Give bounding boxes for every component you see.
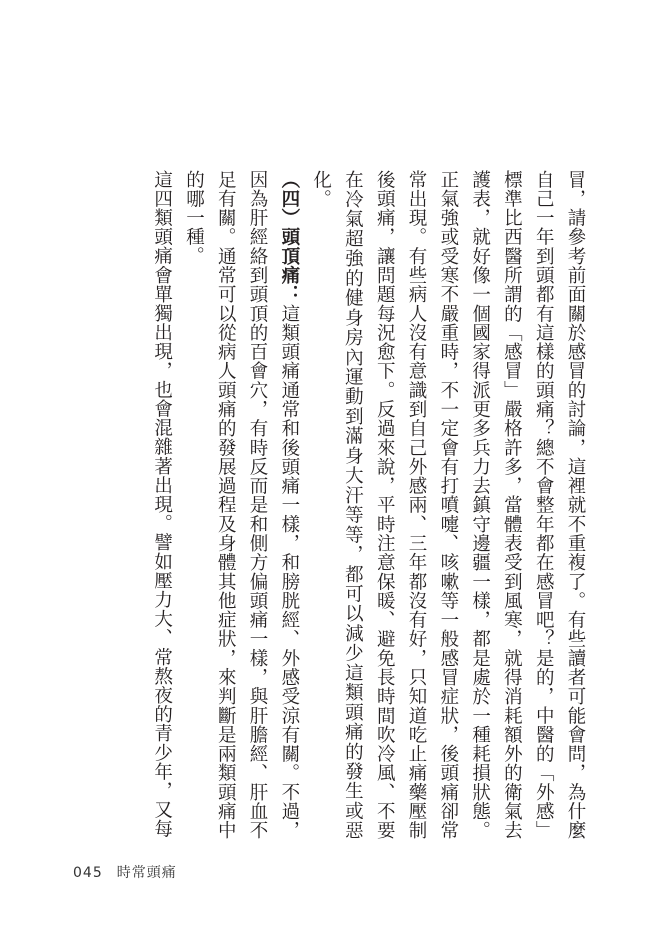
paragraph-closing: 這四類頭痛會單獨出現，也會混雜著出現。譬如壓力大、常熬夜的青少年，又每 bbox=[151, 170, 173, 839]
page-footer bbox=[73, 862, 177, 882]
section-heading: （四）頭頂痛： bbox=[278, 170, 300, 305]
section-body: 這類頭痛通常和後頭痛一樣，和膀胱經、外感受涼有關。不過，因為肝經絡到頭頂的百會穴，有時反而是和側方偏頭痛一樣，與肝膽經、肝血不足有關。通常可以從病人頭痛的發展過程及身體其他症狀，來判斷是兩類頭痛中的哪一種。 bbox=[183, 170, 300, 840]
running-title: 時常頭痛 bbox=[116, 865, 177, 881]
paragraph-cold-exposure: 冒，請參考前面關於感冒的討論，這裡就不重複了。有些讀者可能會問，為什麼自己一年到頭都有這樣的頭痛？總不會整年都在感冒吧？是的，中醫的「外感」標準比西醫所謂的「感冒」嚴格許多，當體表受到風寒，就得消耗額外的衛氣去護表，就好像一個國家得派更多兵力去鎮守邊疆一樣，都是處於一種耗損狀態。正氣強或受寒不嚴重時，不一定會有打噴嚏、咳嗽等一般感冒症狀，後頭痛卻常常出現。有些病人沒有意識到自己外感兩、三年都沒有好，只知道吃止痛藥壓制後頭痛，讓問題每況愈下。反過來說，平時注意保暖、避免長時間吹冷風、不要在冷氣超強的健身房內運動到滿身大汗等等，都可以減少這類頭痛的發生或惡化。 bbox=[310, 170, 586, 840]
section-vertex-headache bbox=[178, 170, 305, 840]
page-number: 045 bbox=[73, 865, 103, 881]
main-text bbox=[146, 170, 591, 840]
